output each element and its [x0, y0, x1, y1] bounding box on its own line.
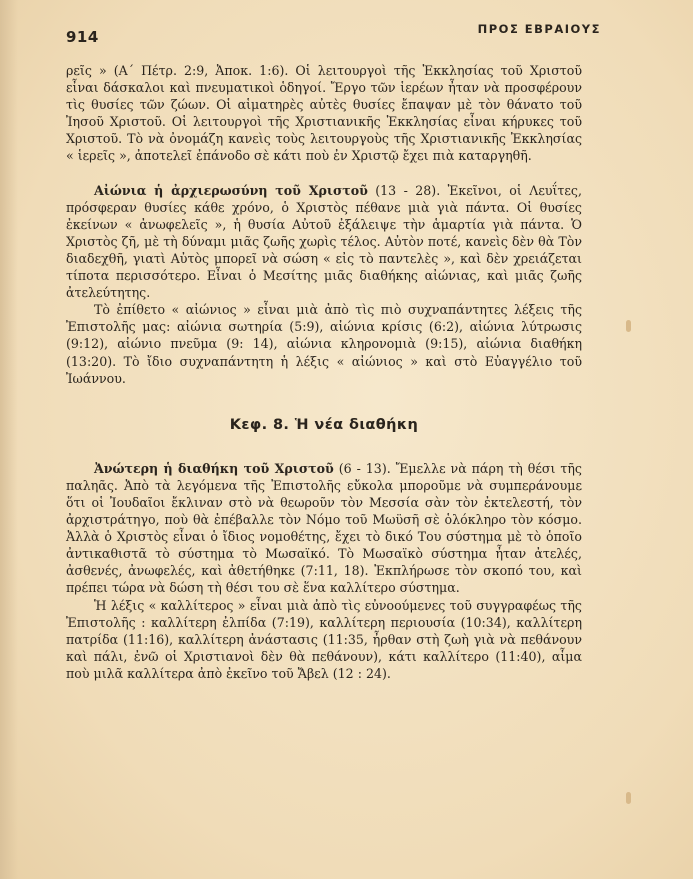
paragraph — [66, 182, 582, 302]
page-body — [66, 62, 582, 682]
page-gutter-shadow — [0, 0, 18, 879]
paragraph — [66, 597, 582, 682]
running-head: ΠΡΟΣ ΕΒΡΑΙΟΥΣ — [477, 22, 601, 36]
paragraph-text: Τὸ ἐπίθετο « αἰώνιος » εἶναι μιὰ ἀπὸ τὶς πιὸ συχναπάντητες λέξεις τῆς Ἐπιστολῆς μας: αἰώνια σωτηρία (5:9), αἰώνια κρίσις (6:2), αἰώνια λύτρωσις (9:12), αἰώνιο πνεῦμα (9: 14), αἰώνια κληρονομιὰ (9:15), αἰώνια διαθήκη (13:20). Τὸ ἴδιο συχναπάντητη ἡ λέξις « αἰώνιος » καὶ στὸ Εὐαγγέλιο τοῦ Ἰωάννου. — [66, 302, 582, 386]
paper-stain — [626, 792, 631, 804]
section-lead: Αἰώνια ἡ ἀρχιερωσύνη τοῦ Χριστοῦ — [94, 182, 368, 198]
section-lead: Ἀνώτερη ἡ διαθήκη τοῦ Χριστοῦ — [94, 460, 334, 476]
page-header — [66, 22, 601, 44]
paragraph-text: (13 - 28). Ἐκεῖνοι, οἱ Λευΐτες, πρόσφεραν θυσίες κάθε χρόνο, ὁ Χριστὸς πέθανε μιὰ γιὰ πάντα. Οἱ θυσίες ἐκείνων « ἀνωφελεῖς », ἡ θυσία Αὐτοῦ ἐξάλειψε τὴν ἁμαρτία γιὰ πάντα. Ὁ Χριστὸς ζῆ, μὲ τὴ δύναμι μιᾶς ζωῆς χωρὶς τέλος. Αὐτὸν ποτέ, κανεὶς δὲν θὰ Τὸν διαδεχθῆ, γιατὶ Αὐτὸς μπορεῖ νὰ σώση « εἰς τὸ παντελὲς », καὶ δὲν χρειάζεται τίποτα περισσότερο. Εἶναι ὁ Μεσίτης μιᾶς διαθήκης αἰώνιας, καὶ μιᾶς ζωῆς ἀτελεύτητης. — [66, 182, 582, 301]
paragraph-text: Ἡ λέξις « καλλίτερος » εἶναι μιὰ ἀπὸ τὶς εὐνοούμενες τοῦ συγγραφέως τῆς Ἐπιστολῆς : καλλίτερη ἐλπίδα (7:19), καλλίτερη περιουσία (10:34), καλλίτερη πατρίδα (11:16), καλλίτερη ἀνάστασις (11:35, ἦρθαν στὴ ζωὴ γιὰ νὰ πεθάνουν καὶ πάλι, ἐνῶ οἱ Χριστιανοὶ δὲν θὰ πεθάνουν), κάτι καλλίτερο (11:40), αἷμα ποὺ μιλᾶ καλλίτερα ἀπὸ ἐκεῖνο τοῦ Ἄβελ (12 : 24). — [66, 597, 582, 681]
chapter-heading: Κεφ. 8. Ἡ νέα διαθήκη — [229, 416, 419, 433]
paragraph-text: (6 - 13). Ἔμελλε νὰ πάρη τὴ θέσι τῆς παληᾶς. Ἀπὸ τὰ λεγόμενα τῆς Ἐπιστολῆς εὔκολα μποροῦμε νὰ συμπεράνουμε ὅτι οἱ Ἰουδαῖοι ἔκλιναν στὸ νὰ θεωροῦν τὸν Μεσσία σὰν τὸν ἐκτελεστή, τὸν ἀρχιστράτηγο, ποὺ θὰ ἐπέβαλλε τὸν Νόμο τοῦ Μωϋσῆ σὲ ὁλόκληρο τὸν κόσμο. Ἀλλὰ ὁ Χριστὸς εἶναι ὁ ἴδιος νομοθέτης, ἔχει τὸ δικό Του σύστημα μὲ τὸ ὁποῖο ἀντικαθιστᾶ τὸ σύστημα τὸ Μωσαϊκό. Τὸ Μωσαϊκὸ σύστημα ἦταν ἀτελές, ἀσθενές, ἀνωφελές, καὶ ἀθετήθηκε (7:11, 18). Ἐκπλήρωσε τὸν σκοπό του, καὶ πρέπει τώρα νὰ δώση τὴ θέσι του σὲ ἕνα καλλίτερο σύστημα. — [66, 460, 582, 596]
paragraph — [66, 460, 582, 597]
paragraph-text: ρεῖς » (Α΄ Πέτρ. 2:9, Ἀποκ. 1:6). Οἱ λειτουργοὶ τῆς Ἐκκλησίας τοῦ Χριστοῦ εἶναι δάσκαλοι καὶ πνευματικοὶ ὁδηγοί. Ἔργο τῶν ἱερέων ἦταν νὰ προσφέρουν τὶς θυσίες τῶν ζώων. Οἱ αἱματηρὲς αὐτὲς θυσίες ἔπαψαν μὲ τὸν θάνατο τοῦ Ἰησοῦ Χριστοῦ. Οἱ λειτουργοὶ τῆς Χριστιανικῆς Ἐκκλησίας εἶναι κήρυκες τοῦ Χριστοῦ. Τὸ νὰ ὀνομάζη κανεὶς τοὺς λειτουργοὺς τῆς Χριστιανικῆς Ἐκκλησίας « ἱερεῖς », ἀποτελεῖ ἐπάνοδο σὲ κάτι ποὺ ἐν Χριστῷ ἔχει πιὰ καταργηθῆ. — [66, 63, 582, 164]
paper-stain — [626, 320, 631, 332]
paragraph — [66, 301, 582, 386]
page-number: 914 — [66, 28, 99, 46]
paragraph — [66, 62, 582, 165]
